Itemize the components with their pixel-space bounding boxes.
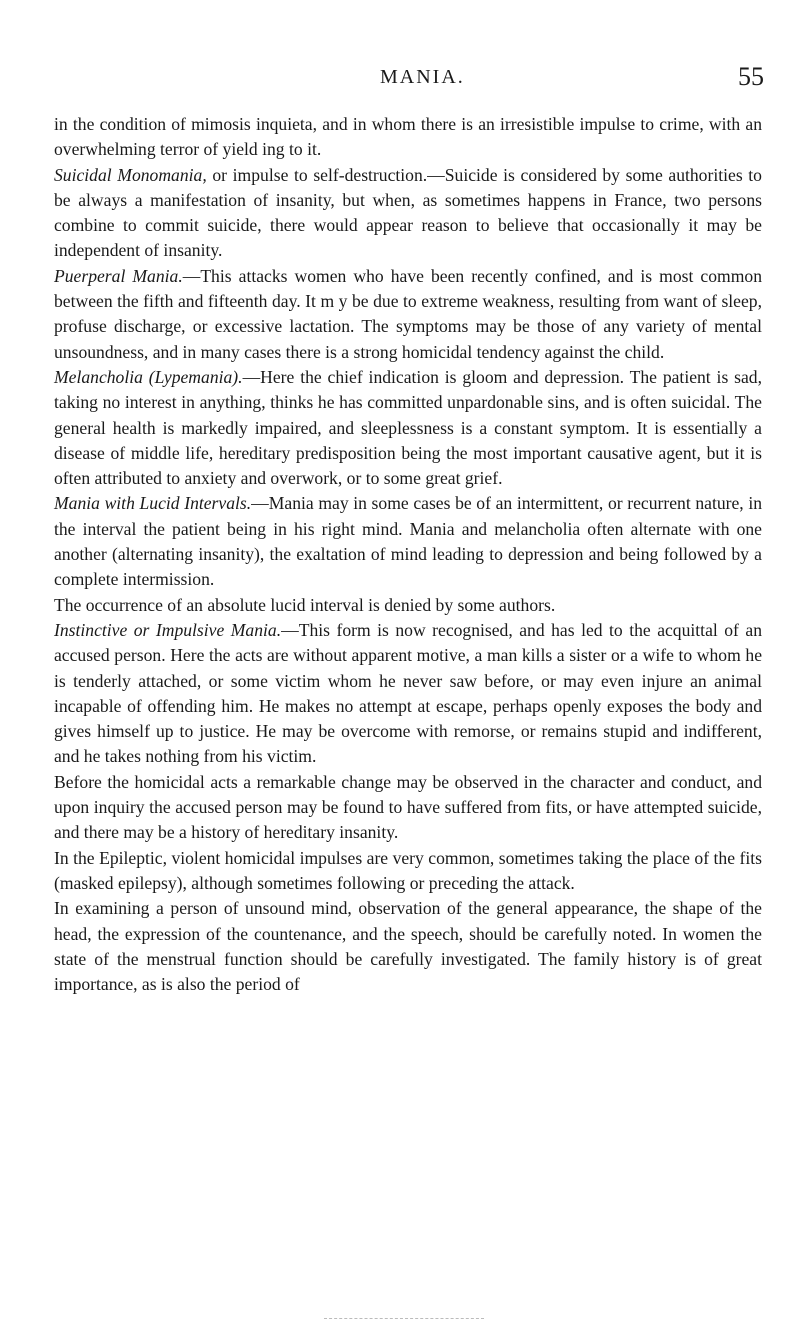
paragraph-melancholia (54, 365, 762, 491)
body-text (54, 112, 762, 997)
paragraph-epileptic (54, 846, 762, 897)
paragraph-text: Before the homicidal acts a remarkable change may be observed in the character and conduct, and upon inquiry the accused person may be found to have suffered from fits, or have attempted suicide, and there may be a history of hereditary insanity. (54, 771, 762, 843)
paragraph-heading: Puerperal Mania. (54, 265, 183, 286)
page-header (0, 60, 800, 100)
paragraph-heading: Melancholia (Lypemania). (54, 366, 243, 387)
paragraph-impulsive-mania (54, 618, 762, 770)
paragraph-lucid-interval-denied (54, 593, 762, 618)
footer-rule (324, 1318, 484, 1319)
paragraph-homicidal-acts (54, 770, 762, 846)
paragraph-lucid-intervals (54, 491, 762, 592)
page-number: 55 (738, 62, 764, 91)
paragraph-text: —Mania may in some cases be of an intermittent, or recurrent nature, in the interval the patient being in his right mind. Mania and melancholia often alternate with one another (alternating insanity), the exaltation of mind leading to depression and being followed by a complete intermission. (54, 493, 763, 590)
paragraph-text: The occurrence of an absolute lucid interval is denied by some authors. (54, 594, 556, 615)
paragraph-text: In examining a person of unsound mind, observation of the general appearance, the shape of the head, the expression of the countenance, and the speech, should be carefully noted. In women the state of the menstrual function should be carefully investigated. The family history is of great importance, as is also the period of (54, 898, 762, 995)
paragraph-mimosis (54, 112, 762, 163)
paragraph-heading: Suicidal Monomania, (54, 164, 207, 185)
paragraph-suicidal-monomania (54, 163, 762, 264)
paragraph-text: —This attacks women who have been recently confined, and is most common between the fifth and fifteenth day. It m y be due to extreme weakness, resulting from want of sleep, profuse discharge, or excessive lactation. The symptoms may be those of any variety of mental unsoundness, and in many cases there is a strong homicidal tendency against the child. (54, 265, 762, 362)
paragraph-text: In the Epileptic, violent homicidal impulses are very common, sometimes taking the place of the fits (masked epilepsy), although sometimes following or preceding the attack. (54, 847, 762, 893)
paragraph-text: —This form is now recognised, and has led to the acquittal of an accused person. Here the acts are without apparent motive, a man kills a sister or a wife to whom he is tenderly attached, or some victim whom he never saw before, or may even injure an animal incapable of offending him. He makes no attempt at escape, perhaps openly exposes the body and gives himself up to justice. He may be overcome with remorse, or remains stupid and indifferent, and he takes nothing from his victim. (54, 619, 762, 767)
paragraph-examining (54, 896, 762, 997)
running-head: MANIA. (380, 66, 465, 88)
paragraph-heading: Instinctive or Impulsive Mania. (54, 619, 282, 640)
paragraph-puerperal-mania (54, 264, 762, 365)
paragraph-text: in the condition of mimosis inquieta, and in whom there is an irresistible impulse to crime, with an overwhelming terror of yield ing to it. (54, 114, 762, 160)
paragraph-text: or impulse to self-destruction.—Suicide is considered by some authorities to be always a manifestation of insanity, but when, as sometimes happens in France, two persons combine to commit suicide, there would appear reason to believe that occasionally it may be independent of insanity. (54, 164, 762, 261)
paragraph-heading: Mania with Lucid Intervals. (54, 493, 252, 514)
paragraph-text: —Here the chief indication is gloom and depression. The patient is sad, taking no interest in anything, thinks he has committed unpardonable sins, and is often suicidal. The general health is markedly impaired, and sleeplessness is a constant symptom. It is essentially a disease of middle life, hereditary predisposition being the most important causative agent, but it is often attributed to anxiety and overwork, or to some great grief. (54, 366, 762, 489)
